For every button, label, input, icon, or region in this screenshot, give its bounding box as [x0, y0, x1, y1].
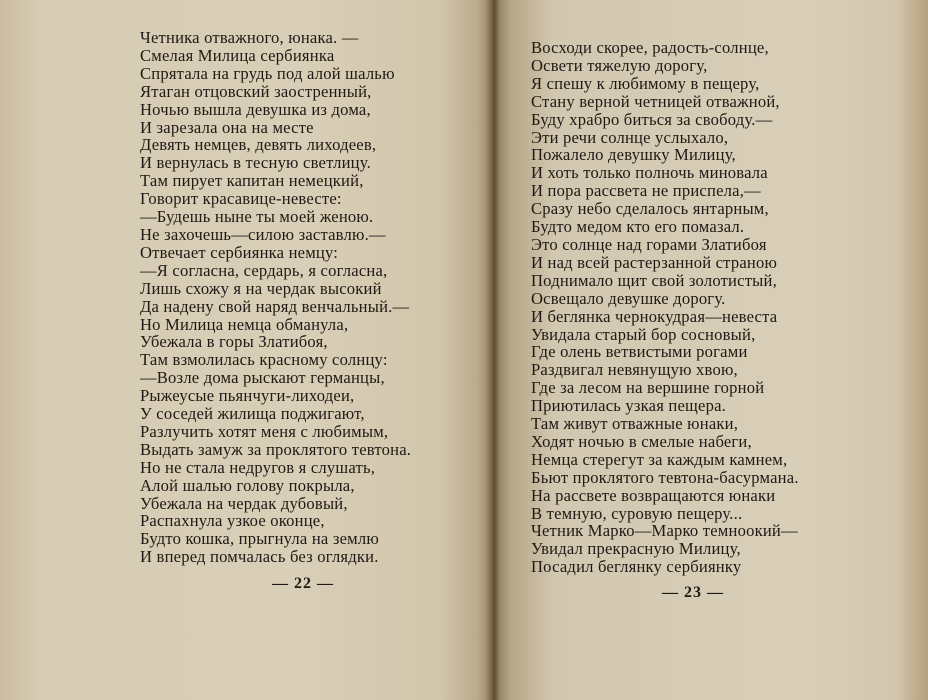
- text-line: Буду храбро биться за свободу.—: [531, 109, 773, 129]
- text-line: Будто медом кто его помазал.: [531, 217, 745, 237]
- text-line: Немца стерегут за каждым камнем,: [531, 449, 788, 469]
- text-line: Спрятала на грудь под алой шалью: [140, 63, 395, 83]
- left-page-text: [140, 29, 411, 566]
- text-line: Разлучить хотят меня с любимым,: [140, 421, 389, 441]
- page-edge-shading: [898, 0, 928, 700]
- text-line: И над всей растерзанной страною: [531, 252, 778, 272]
- text-line: Освещало девушке дорогу.: [531, 288, 726, 308]
- text-line: Будто кошка, прыгнула на землю: [140, 529, 379, 549]
- text-line: Увидала старый бор сосновый,: [531, 324, 756, 344]
- text-line: Девять немцев, девять лиходеев,: [140, 135, 377, 155]
- text-line: Стану верной четницей отважной,: [531, 91, 780, 111]
- text-line: Говорит красавице-невесте:: [140, 189, 342, 209]
- text-line: Там живут отважные юнаки,: [531, 414, 739, 434]
- page-number: — 23 —: [662, 584, 724, 601]
- text-line: И вперед помчалась без оглядки.: [140, 547, 379, 567]
- text-line: И беглянка чернокудрая—невеста: [531, 306, 778, 326]
- text-line: Там взмолилась красному солнцу:: [140, 350, 388, 370]
- text-line: Алой шалью голову покрыла,: [140, 475, 355, 495]
- text-line: На рассвете возвращаются юнаки: [531, 485, 776, 505]
- text-line: В темную, суровую пещеру...: [531, 503, 743, 523]
- text-line: Где за лесом на вершине горной: [531, 378, 765, 398]
- text-line: Четник Марко—Марко темноокий—: [531, 521, 798, 541]
- text-line: Распахнула узкое оконце,: [140, 511, 325, 531]
- text-line: Рыжеусые пьянчуги-лиходеи,: [140, 386, 355, 406]
- text-line: Где олень ветвистыми рогами: [531, 342, 748, 362]
- text-line: Это солнце над горами Златибоя: [531, 234, 767, 254]
- book-gutter: [486, 0, 500, 700]
- text-line: Убежала в горы Златибоя,: [140, 332, 328, 352]
- text-line: Да надену свой наряд венчальный.—: [140, 296, 410, 316]
- right-page: [494, 0, 928, 700]
- text-line: Сразу небо сделалось янтарным,: [531, 199, 769, 219]
- text-line: Эти речи солнце услыхало,: [531, 127, 729, 147]
- text-line: И зарезала она на месте: [140, 117, 314, 137]
- text-line: Там пирует капитан немецкий,: [140, 171, 364, 191]
- text-line: —Возле дома рыскают германцы,: [140, 368, 385, 388]
- text-line: Выдать замуж за проклятого тевтона.: [140, 439, 412, 459]
- text-line: Но Милица немца обманула,: [140, 314, 349, 334]
- text-line: Бьют проклятого тевтона-басурмана.: [531, 467, 799, 487]
- text-line: И хоть только полночь миновала: [531, 163, 768, 183]
- text-line: Посадил беглянку сербиянку: [531, 557, 742, 577]
- text-line: —Будешь ныне ты моей женою.: [140, 207, 374, 227]
- text-line: Я спешу к любимому в пещеру,: [531, 73, 760, 93]
- text-line: Отвечает сербиянка немцу:: [140, 242, 339, 262]
- text-line: Освети тяжелую дорогу,: [531, 55, 708, 75]
- text-line: Не захочешь—силою заставлю.—: [140, 224, 386, 244]
- text-line: У соседей жилища поджигают,: [140, 404, 365, 424]
- text-line: Увидал прекрасную Милицу,: [531, 539, 741, 559]
- text-line: Приютилась узкая пещера.: [531, 396, 727, 416]
- text-line: Ночью вышла девушка из дома,: [140, 99, 371, 119]
- text-line: Лишь схожу я на чердак высокий: [140, 278, 382, 298]
- text-line: Восходи скорее, радость-солнце,: [531, 38, 769, 57]
- text-line: Пожалело девушку Милицу,: [531, 145, 736, 165]
- text-line: Ходят ночью в смелые набеги,: [531, 431, 752, 451]
- text-line: И пора рассвета не приспела,—: [531, 181, 761, 201]
- text-line: Смелая Милица сербиянка: [140, 45, 335, 65]
- text-line: Поднимало щит свой золотистый,: [531, 270, 777, 290]
- text-line: Убежала на чердак дубовый,: [140, 493, 348, 513]
- page-number: — 22 —: [272, 575, 334, 592]
- text-line: Ятаган отцовский заостренный,: [140, 81, 372, 101]
- right-page-text: [531, 39, 799, 576]
- text-line: Раздвигал невянущую хвою,: [531, 360, 738, 380]
- text-line: —Я согласна, сердарь, я согласна,: [140, 260, 388, 280]
- text-line: И вернулась в тесную светлицу.: [140, 153, 371, 173]
- text-line: Четника отважного, юнака. —: [140, 28, 359, 47]
- text-line: Но не стала недругов я слушать,: [140, 457, 376, 477]
